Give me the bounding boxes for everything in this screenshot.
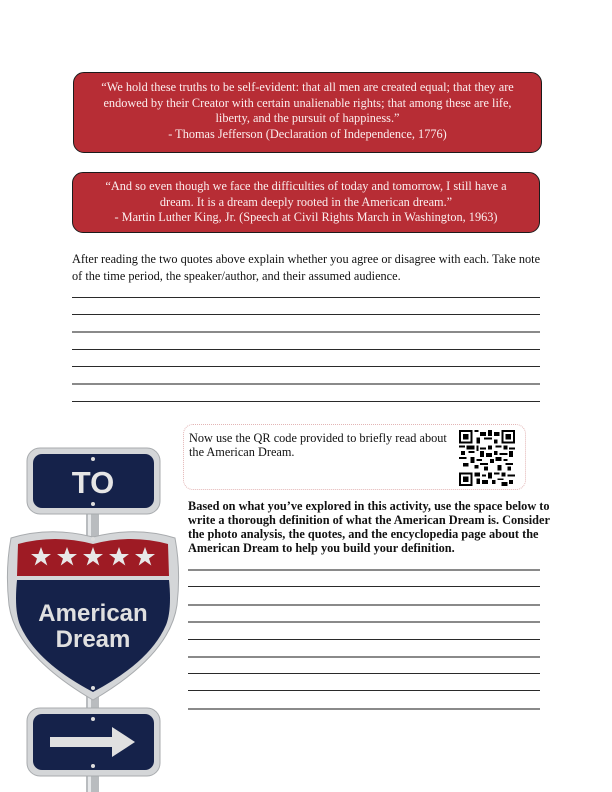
to-sign-text: TO bbox=[71, 465, 115, 500]
prompt-agree-disagree: After reading the two quotes above explain whether you agree or disagree with each. Take note of the time period, the speaker/author, and their assumed audience. bbox=[72, 252, 541, 283]
qr-code-box bbox=[183, 424, 526, 490]
answer-line[interactable] bbox=[188, 586, 540, 587]
quote-line: “And so even though we face the difficulties of today and tomorrow, I still have a bbox=[105, 179, 507, 193]
answer-line[interactable] bbox=[72, 366, 540, 367]
answer-line[interactable] bbox=[72, 349, 540, 350]
answer-line[interactable] bbox=[188, 708, 540, 710]
answer-line[interactable] bbox=[72, 297, 540, 298]
answer-line[interactable] bbox=[188, 569, 540, 571]
qr-instruction: Now use the QR code provided to briefly read about the American Dream. bbox=[189, 431, 447, 459]
quote-box-jefferson bbox=[73, 72, 542, 153]
quote-attribution: - Thomas Jefferson (Declaration of Independence, 1776) bbox=[168, 126, 447, 141]
answer-line[interactable] bbox=[188, 604, 540, 606]
shield-text-line2: Dream bbox=[55, 626, 131, 653]
quote-box-king bbox=[72, 172, 540, 233]
answer-line[interactable] bbox=[188, 673, 540, 674]
qr-code-icon[interactable] bbox=[458, 430, 516, 486]
answer-line[interactable] bbox=[188, 621, 540, 623]
quote-line: dream. It is a dream deeply rooted in the American dream.” bbox=[159, 194, 453, 209]
answer-line[interactable] bbox=[72, 331, 540, 333]
shield-text-line1: American bbox=[38, 600, 148, 627]
answer-line[interactable] bbox=[188, 656, 540, 658]
answer-line[interactable] bbox=[188, 639, 540, 640]
answer-line[interactable] bbox=[188, 690, 540, 691]
answer-line[interactable] bbox=[72, 383, 540, 385]
quote-line: “We hold these truths to be self-evident: that all men are created equal; that they are bbox=[101, 80, 514, 94]
arrow-sign bbox=[27, 708, 160, 776]
quote-line: liberty, and the pursuit of happiness.” bbox=[215, 111, 400, 126]
to-sign bbox=[27, 448, 160, 514]
answer-line[interactable] bbox=[72, 314, 540, 315]
interstate-shield bbox=[7, 532, 178, 700]
quote-line: endowed by their Creator with certain unalienable rights; that among these are life, bbox=[103, 95, 512, 110]
american-dream-road-sign bbox=[0, 440, 185, 792]
prompt-define-american-dream: Based on what you’ve explored in this activity, use the space below to write a thorough definition of what the American Dream is. Consider the photo analysis, the quotes, and the encyclopedia page about the American Dream to help you build your definition. bbox=[188, 499, 550, 555]
answer-line[interactable] bbox=[72, 401, 540, 402]
quote-attribution: - Martin Luther King, Jr. (Speech at Civil Rights March in Washington, 1963) bbox=[114, 210, 498, 225]
